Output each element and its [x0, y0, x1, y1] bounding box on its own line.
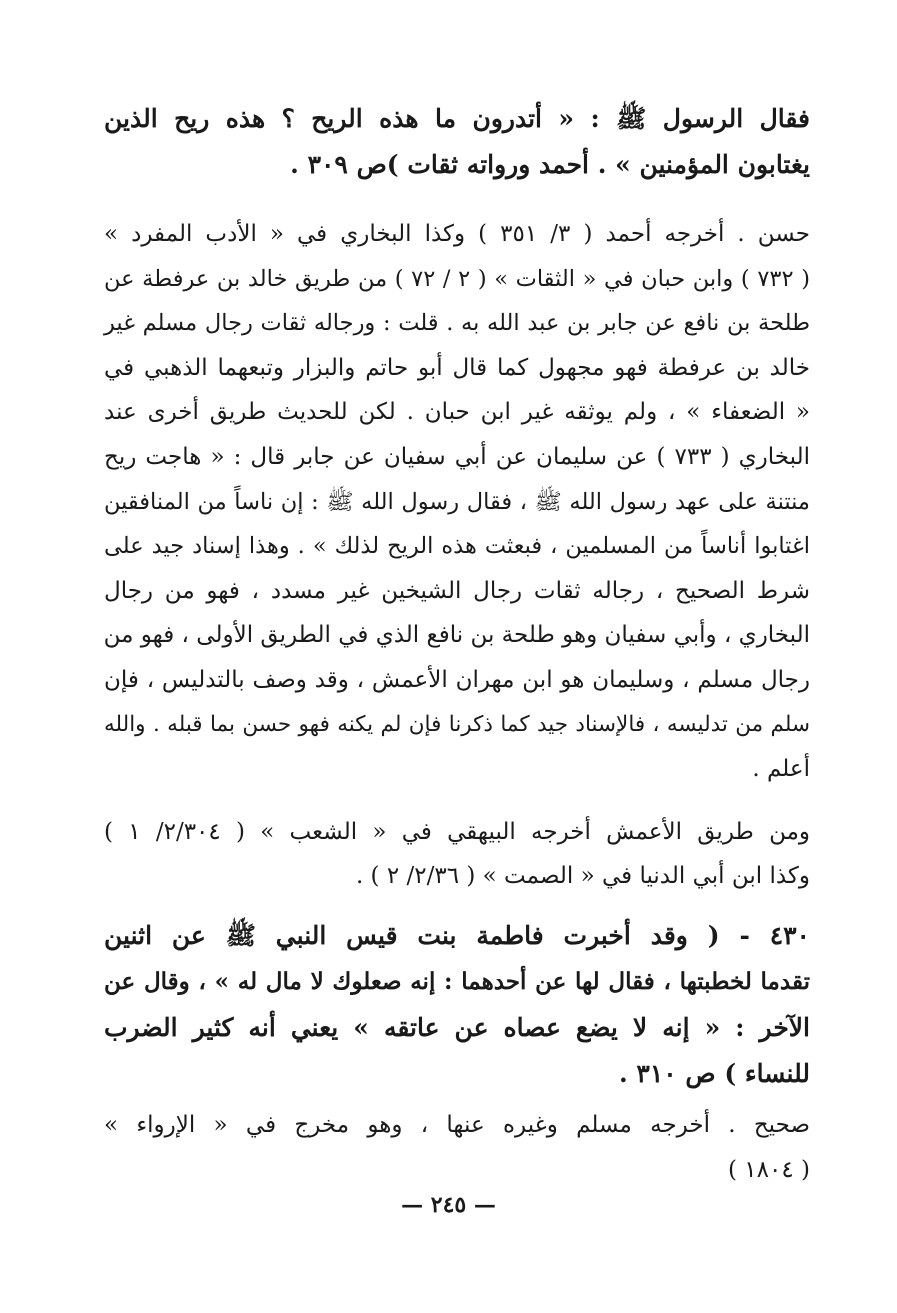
text-line: البخاري ، وأبي سفيان وهو طلحة بن نافع الذي في الطريق الأولى ، فهو من: [103, 622, 810, 649]
text-line: للنساء ) ص ٣١٠ .: [619, 1058, 810, 1088]
text-line: تقدما لخطبتها ، فقال لها عن أحدهما : إنه صعلوك لا مال له » ، وقال عن: [104, 967, 810, 995]
text-line: ومن طريق الأعمش أخرجه البيهقي في « الشعب » ( ٢/٣٠٤/ ١ ): [104, 818, 811, 845]
text-line: حسن . أخرجه أحمد ( ٣/ ٣٥١ ) وكذا البخاري في « الأدب المفرد »: [104, 221, 811, 247]
text-line: صحيح . أخرجه مسلم وغيره عنها ، وهو مخرج في « الإرواء »: [104, 1111, 810, 1138]
page-number: — ٢٤٥ —: [401, 1192, 496, 1218]
text-line: أعلم .: [752, 756, 810, 783]
text-line: منتنة على عهد رسول الله ﷺ ، فقال رسول الله ﷺ : إن ناساً من المنافقين: [104, 488, 810, 515]
text-line: الآخر : « إنه لا يضع عصاه عن عاتقه » يعني أنه كثير الضرب: [104, 1012, 810, 1042]
text-line: « الضعفاء » ، ولم يوثقه غير ابن حبان . لكن للحديث طريق أخرى عند: [104, 399, 810, 426]
takhrij-paragraph-3: [104, 1103, 810, 1192]
text-line: اغتابوا أناساً من المسلمين ، فبعثت هذه الريح لذلك » . وهذا إسناد جيد على: [104, 533, 810, 560]
hadith-quote-1: [104, 96, 810, 188]
text-line: ( ٧٣٢ ) وابن حبان في « الثقات » ( ٢ / ٧٢ ) من طريق خالد بن عرفطة عن: [104, 265, 810, 292]
text-line: رجال مسلم ، وسليمان هو ابن مهران الأعمش ، وقد وصف بالتدليس ، فإن: [104, 666, 810, 693]
text-line: يغتابون المؤمنين » . أحمد ورواته ثقات )ص ٣٠٩ .: [290, 150, 810, 179]
text-line: وكذا ابن أبي الدنيا في « الصمت » ( ٢/٣٦/ ٢ ) .: [355, 863, 810, 890]
text-line: فقال الرسول ﷺ : « أتدرون ما هذه الريح ؟ هذه ريح الذين: [104, 104, 810, 133]
page-body: [104, 96, 810, 1216]
text-line: شرط الصحيح ، رجاله ثقات رجال الشيخين غير مسدد ، فهو من رجال: [104, 577, 810, 604]
hadith-quote-2: [104, 913, 810, 1097]
takhrij-paragraph-1: [104, 212, 810, 792]
text-line: ( ١٨٠٤ ): [727, 1156, 810, 1183]
text-line: البخاري ( ٧٣٣ ) عن سليمان عن أبي سفيان عن جابر قال : « هاجت ريح: [104, 443, 810, 470]
takhrij-paragraph-2: [104, 810, 810, 899]
text-line: خالد بن عرفطة فهو مجهول كما قال أبو حاتم والبزار وتبعهما الذهبي في: [104, 354, 810, 381]
text-line: ٤٣٠ - ( وقد أخبرت فاطمة بنت قيس النبي ﷺ عن اثنين: [104, 920, 810, 950]
text-line: طلحة بن نافع عن جابر بن عبد الله به . قلت : ورجاله ثقات رجال مسلم غير: [104, 310, 810, 337]
text-line: سلم من تدليسه ، فالإسناد جيد كما ذكرنا فإن لم يكنه فهو حسن بما قبله . والله: [104, 711, 810, 737]
